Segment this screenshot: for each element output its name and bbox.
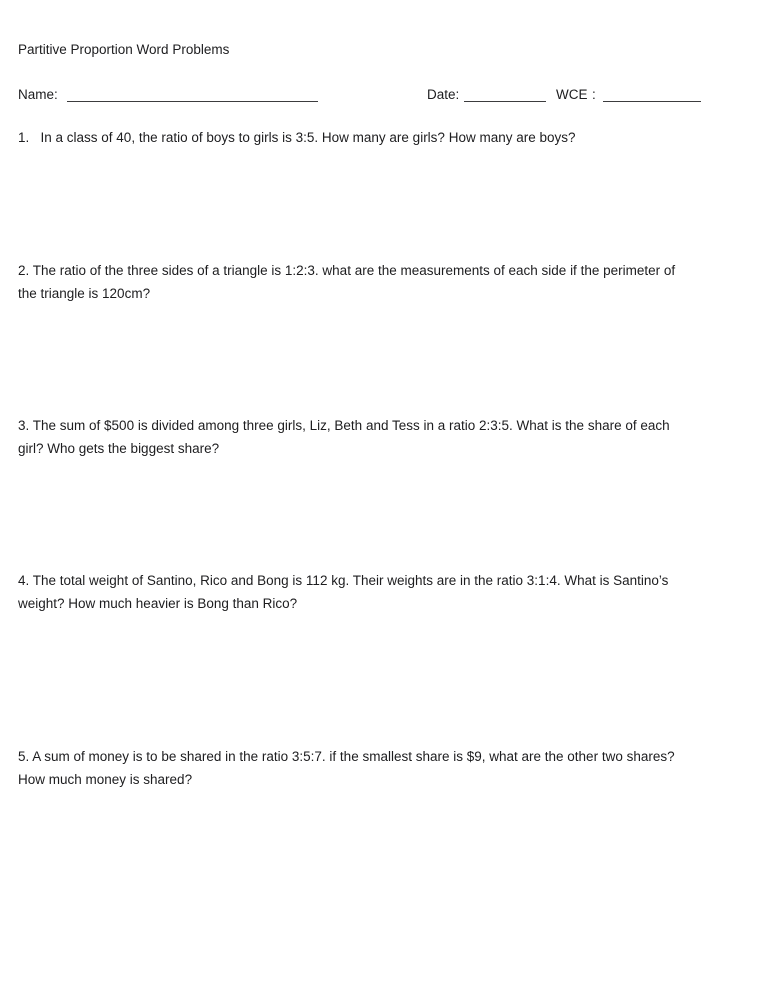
question-4-line-1: 4. The total weight of Santino, Rico and Bong is 112 kg. Their weights are in the ratio 3:1:4. What is Santino’s xyxy=(18,573,669,588)
question-4-line-2: weight? How much heavier is Bong than Rico? xyxy=(18,596,298,611)
date-blank-line xyxy=(464,86,546,102)
wce-blank-line xyxy=(603,86,701,102)
question-5-line-1: 5. A sum of money is to be shared in the ratio 3:5:7. if the smallest share is $9, what are the other two shares? xyxy=(18,749,675,764)
wce-label: WCE xyxy=(556,87,588,102)
name-label: Name: xyxy=(18,87,58,102)
question-3-line-1: 3. The sum of $500 is divided among three girls, Liz, Beth and Tess in a ratio 2:3:5. What is the share of each xyxy=(18,418,670,433)
date-label: Date: xyxy=(427,87,460,102)
wce-colon: : xyxy=(592,87,596,102)
question-3-line-2: girl? Who gets the biggest share? xyxy=(18,441,220,456)
page-title: Partitive Proportion Word Problems xyxy=(18,42,230,57)
question-2-line-2: the triangle is 120cm? xyxy=(18,286,151,301)
question-1-line-1: 1. In a class of 40, the ratio of boys to girls is 3:5. How many are girls? How many are boys? xyxy=(18,130,576,145)
name-blank-line xyxy=(67,86,318,102)
question-2-line-1: 2. The ratio of the three sides of a triangle is 1:2:3. what are the measurements of each side if the perimeter of xyxy=(18,263,676,278)
question-5-line-2: How much money is shared? xyxy=(18,772,193,787)
